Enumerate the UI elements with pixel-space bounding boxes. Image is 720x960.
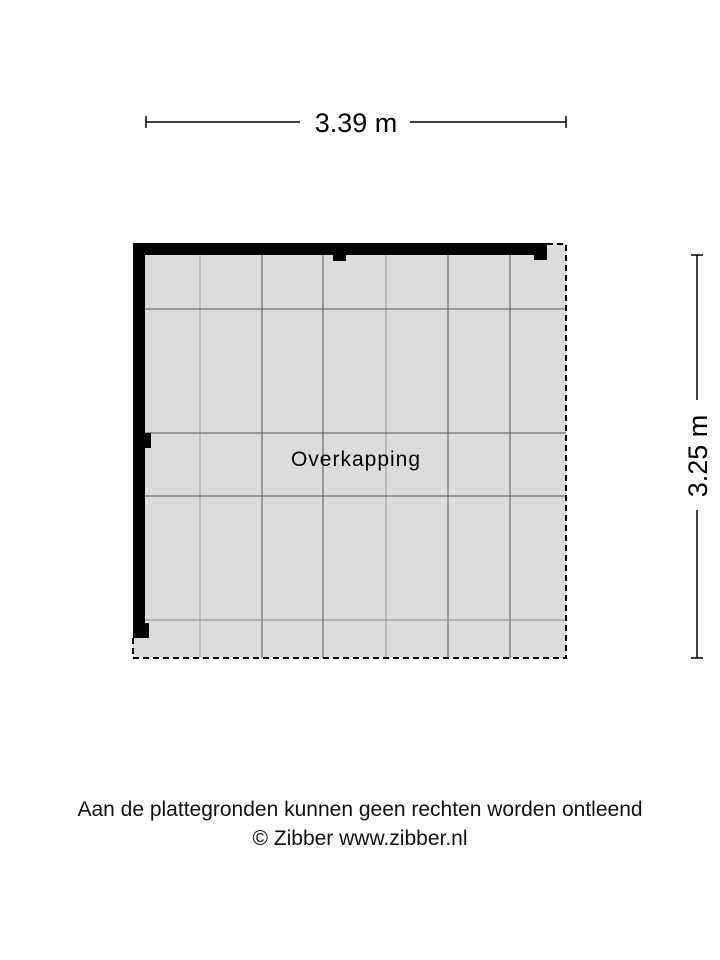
room-overkapping — [133, 243, 566, 658]
height-dimension — [683, 255, 713, 658]
width-label: 3.39 m — [314, 108, 398, 138]
disclaimer-text: Aan de plattegronden kunnen geen rechten worden ontleend — [77, 798, 643, 821]
height-label: 3.25 m — [683, 414, 713, 498]
width-dimension — [146, 108, 566, 138]
copyright-text: © Zibber www.zibber.nl — [252, 827, 468, 850]
room-label: Overkapping — [290, 448, 422, 471]
